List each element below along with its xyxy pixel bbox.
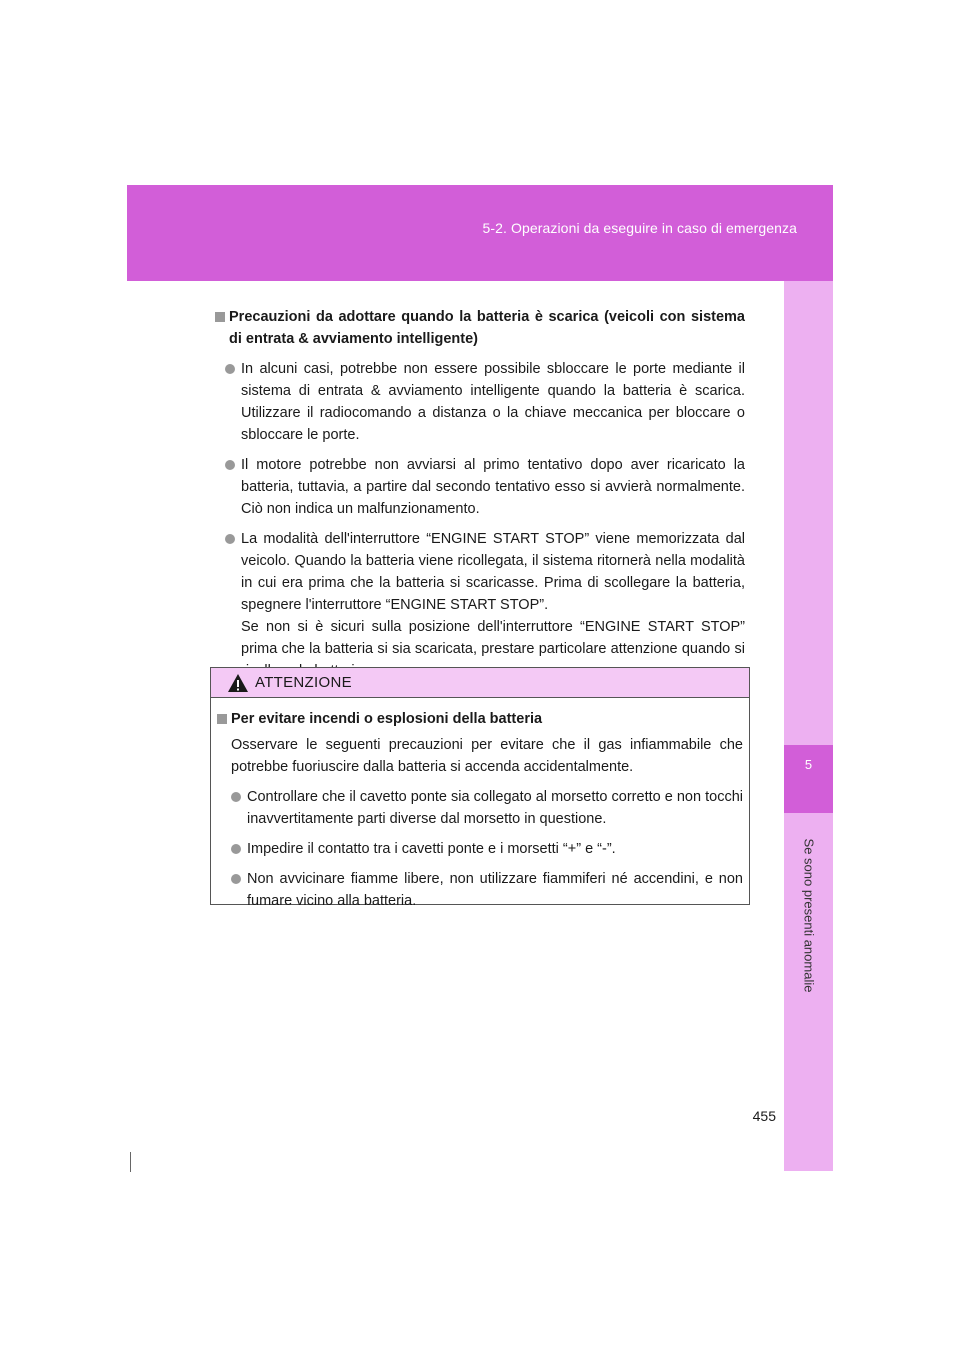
chapter-tab <box>784 745 833 813</box>
list-item <box>215 528 745 682</box>
warning-triangle-icon <box>227 673 249 693</box>
list-item-text: In alcuni casi, potrebbe non essere possibile sbloccare le porte mediante il sistema di entrata & avviamento intelligente quando la batteria è scarica. Utilizzare il radiocomando a distanza o la chiave meccanica per bloccare o sbloccare le porte. <box>241 361 745 443</box>
list-item <box>215 358 745 446</box>
list-item-text: Impedire il contatto tra i cavetti ponte e i morsetti “+” e “-”. <box>247 841 616 857</box>
round-bullet-icon <box>225 534 235 544</box>
list-item <box>217 868 743 912</box>
section-title: 5-2. Operazioni da eseguire in caso di emergenza <box>482 220 797 236</box>
section-heading <box>215 306 745 350</box>
chapter-number: 5 <box>804 757 813 772</box>
crop-mark <box>130 1152 131 1172</box>
round-bullet-icon <box>225 364 235 374</box>
warning-header <box>211 668 749 698</box>
list-item-text-group <box>241 528 745 682</box>
warning-title: ATTENZIONE <box>255 674 352 691</box>
header-band <box>127 185 833 281</box>
round-bullet-icon <box>225 460 235 470</box>
round-bullet-icon <box>231 874 241 884</box>
side-tab <box>784 281 833 1171</box>
list-item-continuation: Se non si è sicuri sulla posizione dell'interruttore “ENGINE START STOP” prima che la batteria si sia scaricata, prestare particolare attenzione quando si <box>241 619 745 657</box>
warning-heading <box>217 708 743 730</box>
main-content <box>215 306 745 682</box>
round-bullet-icon <box>231 792 241 802</box>
round-bullet-icon <box>231 844 241 854</box>
list-item <box>217 838 743 860</box>
chapter-label: Se sono presenti anomalie <box>801 838 816 992</box>
page-number: 455 <box>752 1108 776 1124</box>
list-item-text: La modalità dell'interruttore “ENGINE START STOP” viene memorizzata dal veicolo. Quando la batteria viene ricollegata, il sistema ritornerà nella modalità in cui era prima che la batteria si scaricasse. Prima di scollegare la batteria, spegnere l'interruttore “ENGINE START STOP”. <box>241 531 745 613</box>
list-item-text: Il motore potrebbe non avviarsi al primo tentativo dopo aver ricaricato la batteria, tuttavia, a partire dal secondo tentativo esso si avvierà normalmente. Ciò non indica un malfunzionamento. <box>241 457 745 517</box>
square-bullet-icon <box>215 312 225 322</box>
warning-body <box>211 698 749 912</box>
list-item-text: Non avvicinare fiamme libere, non utilizzare fiammiferi né accendini, e non fumare vicino alla batteria. <box>247 871 743 909</box>
section-heading-text: Precauzioni da adottare quando la batteria è scarica (veicoli con sistema di entrata & avviamento intelligente) <box>229 309 745 347</box>
warning-box <box>210 667 750 909</box>
warning-intro: Osservare le seguenti precauzioni per evitare che il gas infiammabile che potrebbe fuoriuscire dalla batteria si accenda accidentalmente. <box>231 737 743 775</box>
list-item-text: Controllare che il cavetto ponte sia collegato al morsetto corretto e non tocchi inavvertitamente parti diverse dal morsetto in questione. <box>247 789 743 827</box>
warning-heading-text: Per evitare incendi o esplosioni della batteria <box>231 711 543 727</box>
list-item <box>215 454 745 520</box>
chapter-label-container <box>784 825 833 1005</box>
square-bullet-icon <box>217 714 227 724</box>
list-item <box>217 786 743 830</box>
